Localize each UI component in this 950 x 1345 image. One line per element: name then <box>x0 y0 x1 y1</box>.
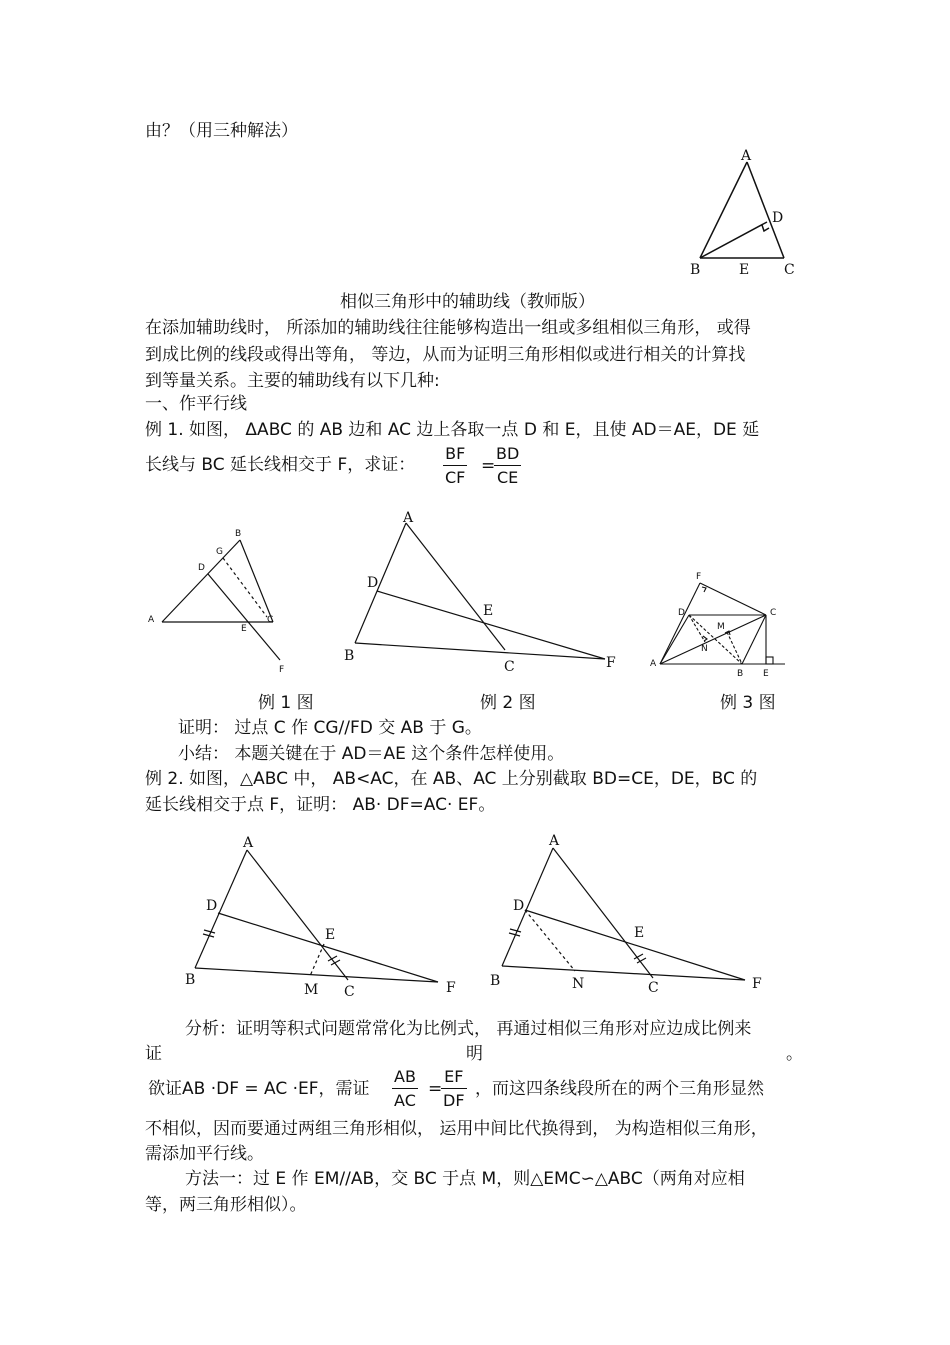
ex2-right-label-n: N <box>572 976 585 992</box>
caption-example-3: 例 3 图 <box>720 693 776 713</box>
analysis-equals: = <box>428 1079 443 1099</box>
ex3-fig-label-n: N <box>701 644 708 654</box>
ex2-left-label-b: B <box>185 972 196 988</box>
analysis-line-2c: 。 <box>786 1044 803 1064</box>
top-fig-label-b: B <box>690 262 701 278</box>
ex3-fig-label-e: E <box>763 669 769 679</box>
analysis-line-2a: 证 <box>145 1044 162 1064</box>
analysis-line-5: 需添加平行线。 <box>145 1144 264 1164</box>
ex1-fig-label-d: D <box>198 563 205 573</box>
ex1-line-1: 例 1. 如图， ΔABC 的 AB 边和 AC 边上各取一点 D 和 E，且使 AD＝AE，DE 延 <box>145 420 760 440</box>
ex1-fig-label-a: A <box>148 615 155 625</box>
ex2-right-label-b: B <box>490 973 501 989</box>
ex3-fig-label-c: C <box>770 608 777 618</box>
fraction-denominator: CE <box>497 468 519 487</box>
ex2-left-label-d: D <box>206 898 218 914</box>
example-2-figure <box>340 505 630 680</box>
fraction-bar <box>392 1088 418 1089</box>
ex1-fig-label-c: C <box>267 615 274 625</box>
ex3-fig-label-m: M <box>717 622 725 632</box>
ex2-right-label-d: D <box>513 898 525 914</box>
top-fig-label-a: A <box>741 148 752 164</box>
ex2-left-label-c: C <box>344 984 355 1000</box>
top-triangle-figure <box>680 140 800 285</box>
method-1-line-2: 等，两三角形相似）。 <box>145 1195 307 1215</box>
fraction-numerator: EF <box>444 1067 464 1086</box>
top-fig-label-d: D <box>772 210 784 226</box>
ex1-fig-label-e: E <box>241 624 247 634</box>
fraction-denominator: AC <box>394 1091 416 1110</box>
ex2-left-label-a: A <box>243 835 254 851</box>
ex1-fig-label-f: F <box>279 665 285 675</box>
ex1-equals: = <box>481 456 496 476</box>
ex2-line-1: 例 2. 如图，△ABC 中， AB<AC，在 AB、AC 上分别截取 BD=CE，DE，BC 的 <box>145 769 758 789</box>
intro-line-2: 到成比例的线段或得出等角， 等边，从而为证明三角形相似或进行相关的计算找 <box>145 345 746 365</box>
ex2-right-label-a: A <box>549 833 560 849</box>
example-2-right-figure <box>485 830 770 1000</box>
ex2-right-label-f: F <box>752 976 762 992</box>
example-3-figure <box>645 565 795 680</box>
ex2-fig-label-a: A <box>403 510 414 526</box>
proof-1: 证明： 过点 C 作 CG//FD 交 AB 于 G。 <box>178 718 482 738</box>
fraction-denominator: CF <box>445 468 466 487</box>
top-prompt: 由？（用三种解法） <box>145 121 298 141</box>
top-fig-label-c: C <box>784 262 795 278</box>
intro-line-1: 在添加辅助线时， 所添加的辅助线往往能够构造出一组或多组相似三角形， 或得 <box>145 318 751 338</box>
fraction-denominator: DF <box>443 1091 465 1110</box>
ex3-fig-label-a: A <box>650 659 657 669</box>
example-2-left-figure <box>180 830 465 1000</box>
ex1-fraction-left <box>443 444 467 487</box>
caption-example-2: 例 2 图 <box>480 693 536 713</box>
ex1-fig-label-b: B <box>235 529 242 539</box>
summary-1: 小结： 本题关键在于 AD＝AE 这个条件怎样使用。 <box>178 744 565 764</box>
fraction-numerator: BD <box>496 444 520 463</box>
ex1-fraction-right <box>494 444 521 487</box>
fraction-bar <box>441 1088 467 1089</box>
section-heading: 一、作平行线 <box>145 394 247 414</box>
ex2-fig-label-e: E <box>483 603 494 619</box>
ex3-fig-label-b: B <box>737 669 744 679</box>
top-fig-label-e: E <box>739 262 750 278</box>
fraction-bar <box>494 465 521 466</box>
analysis-line-4: 不相似，因而要通过两组三角形相似， 运用中间比代换得到， 为构造相似三角形， <box>145 1119 768 1139</box>
ex2-fig-label-f: F <box>606 655 616 671</box>
fraction-numerator: BF <box>445 444 466 463</box>
analysis-fraction-right <box>441 1067 467 1110</box>
ex2-fig-label-b: B <box>344 648 355 664</box>
fraction-numerator: AB <box>394 1067 416 1086</box>
ex2-right-label-c: C <box>648 980 659 996</box>
example-1-figure <box>140 520 300 680</box>
ex3-fig-label-d: D <box>678 608 685 618</box>
ex2-right-label-e: E <box>634 925 645 941</box>
ex2-left-label-m: M <box>304 982 319 998</box>
ex2-left-label-e: E <box>325 927 336 943</box>
ex2-line-2: 延长线相交于点 F，证明： AB· DF=AC· EF。 <box>145 795 496 815</box>
ex2-fig-label-c: C <box>504 659 515 675</box>
ex1-line-2: 长线与 BC 延长线相交于 F，求证： <box>145 455 416 475</box>
ex1-fig-label-g: G <box>216 547 223 557</box>
ex2-fig-label-d: D <box>367 575 379 591</box>
ex3-fig-label-f: F <box>696 572 702 582</box>
intro-line-3: 到等量关系。主要的辅助线有以下几种: <box>145 371 440 391</box>
fraction-bar <box>443 465 467 466</box>
analysis-line-3a: 欲证AB ·DF = AC ·EF，需证 <box>148 1079 370 1099</box>
analysis-line-2b: 明 <box>466 1044 483 1064</box>
ex2-left-label-f: F <box>446 980 456 996</box>
analysis-line-1: 分析：证明等积式问题常常化为比例式， 再通过相似三角形对应边成比例来 <box>185 1019 752 1039</box>
analysis-fraction-left <box>392 1067 418 1110</box>
analysis-line-3b: ，而这四条线段所在的两个三角形显然 <box>475 1079 764 1099</box>
caption-example-1: 例 1 图 <box>258 693 314 713</box>
page-title: 相似三角形中的辅助线（教师版） <box>340 292 595 312</box>
method-1-line-1: 方法一：过 E 作 EM//AB，交 BC 于点 M，则△EMC∽△ABC（两角对应相 <box>185 1169 745 1189</box>
